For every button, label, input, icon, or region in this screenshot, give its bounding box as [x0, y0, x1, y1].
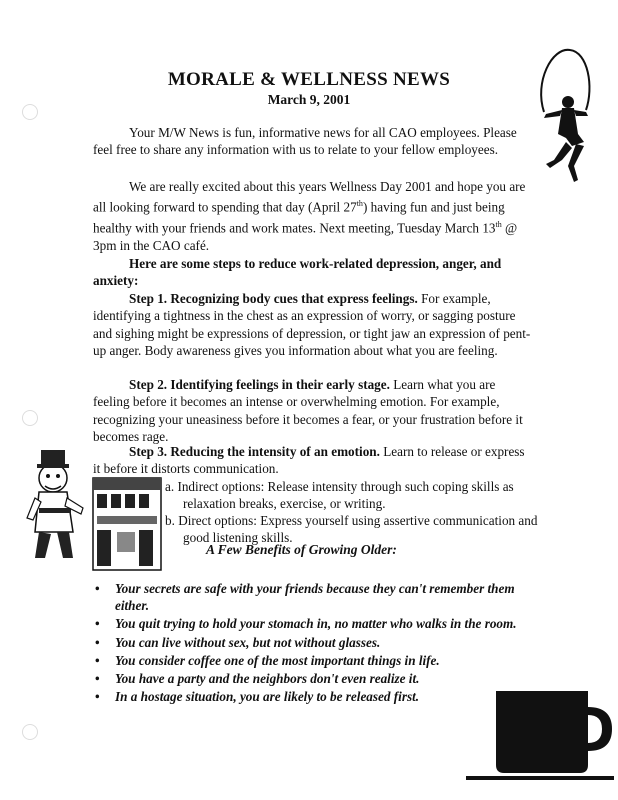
bullet-icon: • — [95, 616, 100, 632]
list-item: • You have a party and the neighbors don't even realize it. — [95, 671, 420, 687]
bullet-icon: • — [95, 634, 100, 650]
newsletter-title: MORALE & WELLNESS NEWS — [167, 69, 451, 90]
punch-hole-mark — [22, 724, 38, 740]
intro-paragraph-1: Your M/W News is fun, informative news for all CAO employees. Please feel free to share any information with us to relate to your fellow employees. — [93, 125, 517, 158]
list-item: • You can live without sex, but not without glasses. — [95, 634, 381, 650]
punch-hole-mark — [22, 104, 38, 120]
bullet-icon: • — [95, 581, 100, 596]
intro-paragraph-2: We are really excited about this years Wellness Day 2001 and hope you are all looking forward to spending that day (April 27th) having fun and just being healthy with your friends and work mates. Next meeting, Tuesday March 13th @ 3pm in the CAO café. — [93, 179, 526, 253]
option-b: b. Direct options: Express yourself using assertive communication and good listening skills. — [165, 513, 538, 546]
bullet-icon: • — [95, 671, 100, 687]
step-3: Step 3. Reducing the intensity of an emotion. Learn to release or express it before it distorts communication. — [93, 444, 525, 477]
benefits-title: A Few Benefits of Growing Older: — [206, 542, 397, 557]
steps-heading: Here are some steps to reduce work-related depression, anger, and anxiety: — [93, 256, 502, 289]
newsletter-date: March 9, 2001 — [267, 92, 351, 107]
leprechaun-storefront-icon — [25, 448, 165, 578]
step-2: Step 2. Identifying feelings in their early stage. Learn what you are feeling before it becomes an intense or overwhelming emotion. For example, recognizing your uneasiness before it becomes a fear, or your frustration before it becomes rage. — [93, 377, 523, 445]
list-item: • In a hostage situation, you are likely to be released first. — [95, 689, 420, 705]
punch-hole-mark — [22, 410, 38, 426]
step-1: Step 1. Recognizing body cues that express feelings. For example, identifying a tightness in the chest as an expression of worry, or sagging posture and sighing might be expressions of depression, or tight jaw an expression of pent-up anger. Body awareness gives you information about what you are feeling. — [93, 291, 531, 359]
coffee-mug-icon — [466, 685, 614, 785]
option-a: a. Indirect options: Release intensity through such coping skills as relaxation breaks, exercise, or writing. — [165, 479, 514, 512]
bullet-icon: • — [95, 689, 100, 705]
list-item: • You quit trying to hold your stomach in, no matter who walks in the room. — [95, 616, 517, 632]
jump-rope-figure-icon — [532, 42, 604, 192]
list-item: • You consider coffee one of the most important things in life. — [95, 652, 440, 668]
bullet-icon: • — [95, 652, 100, 668]
list-item: • Your secrets are safe with your friends because they can't remember them either. — [95, 581, 515, 614]
